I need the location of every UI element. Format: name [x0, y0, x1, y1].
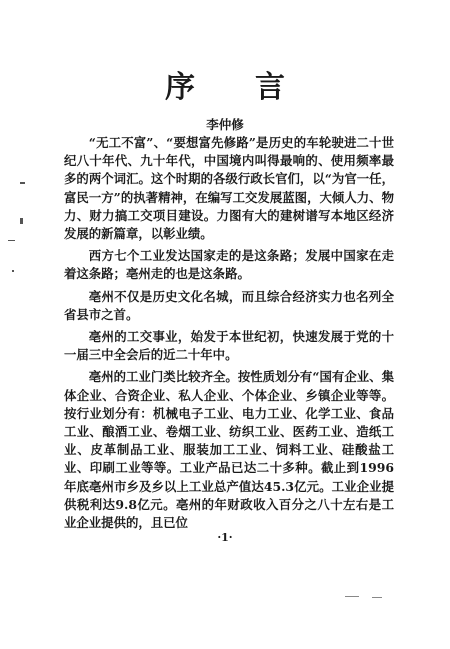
paragraph: 西方七个工业发达国家走的是这条路；发展中国家在走着这条路；亳州走的也是这条路。	[64, 248, 394, 282]
paragraph: “无工不富”、“要想富先修路”是历史的车轮驶进二十世纪八十年代、九十年代，中国境内叫得最响的、使用频率最多的两个词汇。这个时期的各级行政长官们，以“为官一任，富民一方”的执著精神，在编写工交发展蓝图，大倾人力、物力、财力搞工交项目建设。力图有大的建树谱写本地区经济发展的新篇章，以彰业绩。	[64, 135, 394, 242]
scan-mark	[12, 270, 14, 272]
author-name: 李仲修	[206, 117, 244, 132]
page-title: 序言	[165, 70, 345, 105]
page-number: ·1·	[217, 531, 233, 544]
paragraph: 亳州不仅是历史文化名城，而且综合经济实力也名列全省县市之首。	[64, 288, 394, 322]
scan-mark	[372, 597, 382, 598]
scan-mark	[20, 218, 23, 224]
scan-mark	[8, 240, 15, 241]
scan-mark	[345, 596, 359, 597]
paragraph: 亳州的工交事业，始发于本世纪初，快速发展于党的十一届三中全会后的近二十年中。	[64, 329, 394, 363]
paragraph: 亳州的工业门类比较齐全。按性质划分有“国有企业、集体企业、合资企业、私人企业、个体企业、乡镇企业等等。按行业划分有：机械电子工业、电力工业、化学工业、食品工业、酿酒工业、卷烟工业、纺织工业、医药工业、造纸工业、皮革制品工业、服装加工工业、饲料工业、硅酸盐工业、印刷工业等等。工业产品已达二十多种。截止到1996年底亳州市乡及乡以上工业总产值达45.3亿元。工业企业提供税利达9.8亿元。亳州的年财政收入百分之八十左右是工业企业提供的，且已位	[64, 369, 394, 531]
scan-mark	[20, 182, 25, 184]
body-text	[64, 134, 394, 536]
